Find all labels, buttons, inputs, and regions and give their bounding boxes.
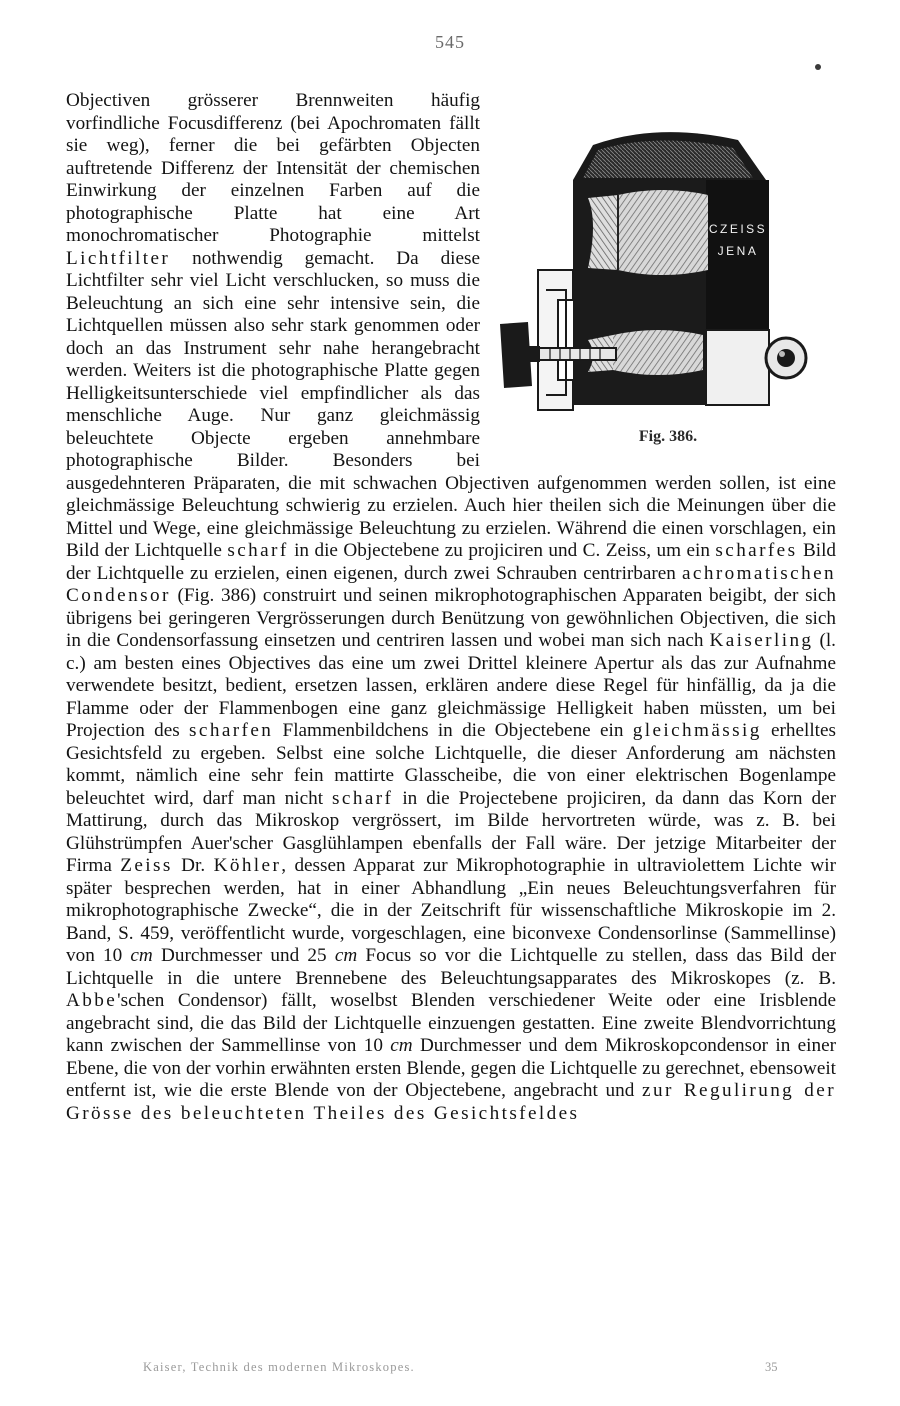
ink-dot: [815, 64, 821, 70]
figure-386: [498, 110, 838, 448]
engraving-line-1: CZEISS: [708, 222, 768, 236]
condenser-illustration: [498, 110, 838, 420]
figure-caption: Fig. 386.: [638, 427, 698, 445]
body-paragraph: Objectiven grösserer Brennweiten häufig vorfindliche Focusdifferenz (bei Apochromaten fällt sie weg), ferner die bei gefärbten Objecten auftretende Differenz der Intensität der chemischen Einwirkung der einzelnen Farben auf die photographische Platte hat eine Art monochromatischer Photographie mittelst Lichtfilter nothwendig gemacht. Da diese Lichtfilter sehr viel Licht verschlucken, so muss die Beleuchtung an sich eine sehr intensive sein, die Lichtquellen müssen also sehr stark genommen oder doch an das Instrument sehr nahe herangebracht werden. Weiters ist die photographische Platte gegen Helligkeitsunterschiede viel empfindlicher als das menschliche Auge. Nur ganz gleichmässig beleuchtete Objecte ergeben annehmbare photographische Bilder. Besonders bei ausgedehnteren Präparaten, die mit schwachen Objectiven aufgenommen werden sollen, ist eine gleichmässige Beleuchtung schwierig zu erzielen. Auch hier theilen sich die Meinungen über die Mittel und Wege, eine gleichmässige Beleuchtung zu erzielen. Während die einen vorschlagen, ein Bild der Lichtquelle scharf in die Objectebene zu projiciren und C. Zeiss, um ein scharfes Bild der Lichtquelle zu erzielen, einen eigenen, durch zwei Schrauben centrirbaren achromatischen Condensor (Fig. 386) construirt und seinen mikrophotographischen Apparaten beigibt, der sich übrigens bei geringeren Vergrösserungen durch Benützung von gewöhnlichen Objectiven, die sich in die Condensorfassung einsetzen und centriren lassen und wobei man sich nach Kaiserling (l. c.) am besten eines Objectives das eine um zwei Drittel kleinere Apertur als das zur Aufnahme verwendete besitzt, bedient, ersetzen lassen, erklären andere diese Regel für hinfällig, da ja die Flamme oder der Flammenbogen eine ganz gleichmässige Helligkeit haben müssten, um bei Projection des scharfen Flammenbildchens in die Objectebene ein gleichmässig erhelltes Gesichtsfeld zu ergeben. Selbst eine solche Lichtquelle, die dieser Anforderung am nächsten kommt, nämlich eine sehr fein mattirte Glasscheibe, die von einer elektrischen Bogenlampe beleuchtet wird, darf man nicht scharf in die Projectebene projiciren, da dann das Korn der Mattirung, durch das Mikroskop vergrössert, im Bilde hervortreten würde, was z. B. bei Glühstrümpfen Auer'scher Gasglühlampen ebenfalls der Fall wäre. Der jetzige Mitarbeiter der Firma Zeiss Dr. Köhler, dessen Apparat zur Mikrophotographie in ultraviolettem Lichte wir später besprechen werden, hat in einer Abhandlung „Ein neues Beleuchtungsverfahren für mikrophotographische Zwecke“, die in der Zeitschrift für wissenschaftliche Mikroskopie im 2. Band, S. 459, veröffentlicht wurde, vorgeschlagen, eine biconvexe Condensorlinse (Sammellinse) von 10 cm Durchmesser und 25 cm Focus so vor die Lichtquelle zu stellen, dass das Bild der Lichtquelle in die untere Brennebene des Beleuchtungsapparates des Mikroskopes (z. B. Abbe'schen Condensor) fällt, woselbst Blenden verschiedener Weite oder eine Irisblende angebracht sind, die das Bild der Lichtquelle einzuengen gestatten. Eine zweite Blendvorrichtung kann zwischen der Sammellinse von 10 cm Durchmesser und dem Mikroskopcondensor in einer Ebene, die von der vorhin erwähnten ersten Blende, gegen die Lichtquelle zu gerechnet, ebensoweit entfernt ist, wie die erste Blende von der Objectebene, angebracht und zur Regulirung der Grösse des beleuchteten Theiles des Gesichtsfeldes: [66, 90, 837, 1124]
engraving-line-2: JENA: [717, 244, 759, 258]
main-text-column: [66, 90, 836, 1125]
signature-mark: 35: [765, 1360, 778, 1374]
page-number: 545: [435, 32, 465, 52]
running-footer: Kaiser, Technik des modernen Mikroskopes.: [143, 1360, 415, 1374]
